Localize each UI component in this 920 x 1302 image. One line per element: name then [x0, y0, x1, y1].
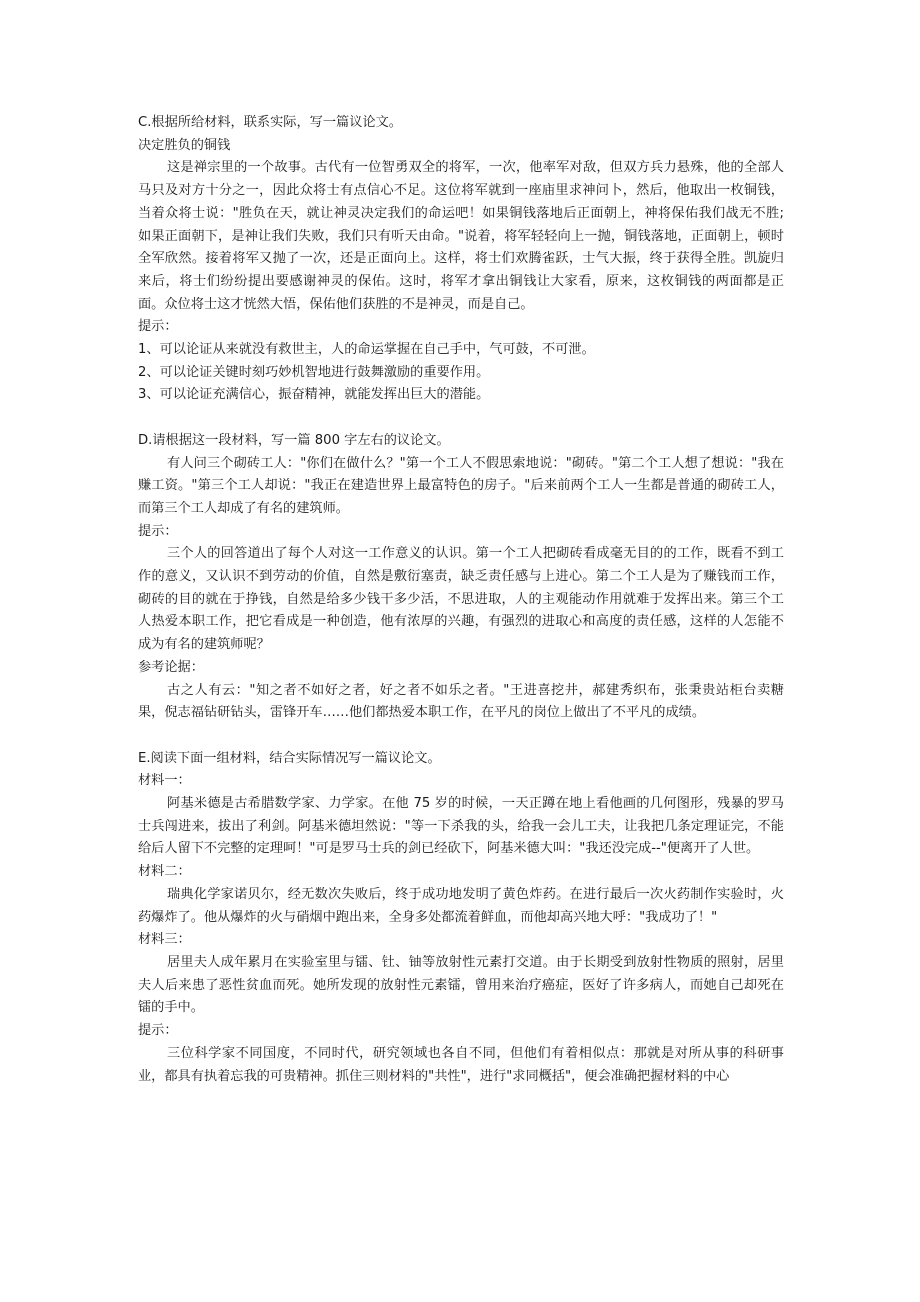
section-e-heading: E.阅读下面一组材料，结合实际情况写一篇议论文。 [138, 750, 441, 766]
section-d-story: 有人问三个砌砖工人："你们在做什么？"第一个工人不假思索地说："砌砖。"第二个工人想了想说："我在赚工资。"第三个工人却说："我正在建造世界上最富特色的房子。"后来前两个工人一生都是普通的砌砖工人，而第三个工人却成了有名的建筑师。 [138, 455, 784, 516]
section-d-hint-label: 提示： [138, 523, 178, 539]
document-page [138, 112, 784, 1088]
section-c-hint-label: 提示： [138, 319, 178, 335]
spacer [138, 407, 784, 430]
section-d-heading: D.请根据这一段材料，写一篇 800 字左右的议论文。 [138, 432, 450, 448]
section-c-title: 决定胜负的铜钱 [138, 137, 231, 153]
section-d-ref-text: 古之人有云："知之者不如好之者，好之者不如乐之者。"王进喜挖井，郝建秀织布，张秉贵站柜台卖糖果，倪志福钻研钻头，雷锋开车……他们都热爱本职工作，在平凡的岗位上做出了不平凡的成绩。 [138, 682, 784, 721]
section-c-hint-1: 1、可以论证从来就没有救世主，人的命运掌握在自己手中，气可鼓，不可泄。 [138, 342, 595, 358]
section-d-hint-text: 三个人的回答道出了每个人对这一工作意义的认识。第一个工人把砌砖看成毫无目的的工作，既看不到工作的意义，又认识不到劳动的价值，自然是敷衍塞责，缺乏责任感与上进心。第二个工人是为了赚钱而工作，砌砖的目的就在于挣钱，自然是给多少钱干多少活，不思进取，人的主观能动作用就难于发挥出来。第三个工人热爱本职工作，把它看成是一种创造，他有浓厚的兴趣，有强烈的进取心和高度的责任感，这样的人怎能不成为有名的建筑师呢？ [138, 546, 784, 653]
material-2-label: 材料二： [138, 864, 191, 880]
section-c-hint-3: 3、可以论证充满信心，振奋精神，就能发挥出巨大的潜能。 [138, 387, 490, 403]
material-1-text: 阿基米德是古希腊数学家、力学家。在他 75 岁的时候，一天正蹲在地上看他画的几何图形，残暴的罗马士兵闯进来，拔出了利剑。阿基米德坦然说："等一下杀我的头，给我一会儿工夫，让我把几条定理证完，不能给后人留下不完整的定理呵！"可是罗马士兵的剑已经砍下，阿基米德大叫："我还没完成--"便离开了人世。 [138, 796, 784, 857]
section-e-hint-text: 三位科学家不同国度，不同时代，研究领域也各自不同，但他们有着相似点：那就是对所从事的科研事业，都具有执着忘我的可贵精神。抓住三则材料的"共性"，进行"求同概括"，便会准确把握材料的中心 [138, 1045, 784, 1084]
section-d-ref-label: 参考论据： [138, 659, 204, 675]
material-3-label: 材料三： [138, 932, 191, 948]
material-2-text: 瑞典化学家诺贝尔，经无数次失败后，终于成功地发明了黄色炸药。在进行最后一次火药制作实验时，火药爆炸了。他从爆炸的火与硝烟中跑出来，全身多处都流着鲜血，而他却高兴地大呼："我成功了！" [138, 886, 784, 925]
section-c-heading: C.根据所给材料，联系实际，写一篇议论文。 [138, 115, 402, 130]
section-e-hint-label: 提示： [138, 1023, 178, 1039]
spacer [138, 725, 784, 748]
material-3-text: 居里夫人成年累月在实验室里与镭、钍、铀等放射性元素打交道。由于长期受到放射性物质的照射，居里夫人后来患了恶性贫血而死。她所发现的放射性元素镭，曾用来治疗癌症，医好了许多病人，而她自己却死在镭的手中。 [138, 954, 784, 1016]
material-1-label: 材料一： [138, 773, 191, 789]
section-c-story: 这是禅宗里的一个故事。古代有一位智勇双全的将军，一次，他率军对敌，但双方兵力悬殊，他的全部人马只及对方十分之一，因此众将士有点信心不足。这位将军就到一座庙里求神问卜，然后，他取出一枚铜钱，当着众将士说："胜负在天，就让神灵决定我们的命运吧！如果铜钱落地后正面朝上，神将保佑我们战无不胜; 如果正面朝下，是神让我们失败，我们只有听天由命。"说着，将军轻轻向上一抛，铜钱落地，正面朝上，顿时全军欣然。接着将军又抛了一次，还是正面向上。这样，将士们欢腾雀跃，士气大振，终于获得全胜。凯旋归来后，将士们纷纷提出要感谢神灵的保佑。这时，将军才拿出铜钱让大家看，原来，这枚铜钱的两面都是正面。众位将士这才恍然大悟，保佑他们获胜的不是神灵，而是自己。 [138, 160, 784, 312]
section-c-hint-2: 2、可以论证关键时刻巧妙机智地进行鼓舞激励的重要作用。 [138, 364, 490, 380]
